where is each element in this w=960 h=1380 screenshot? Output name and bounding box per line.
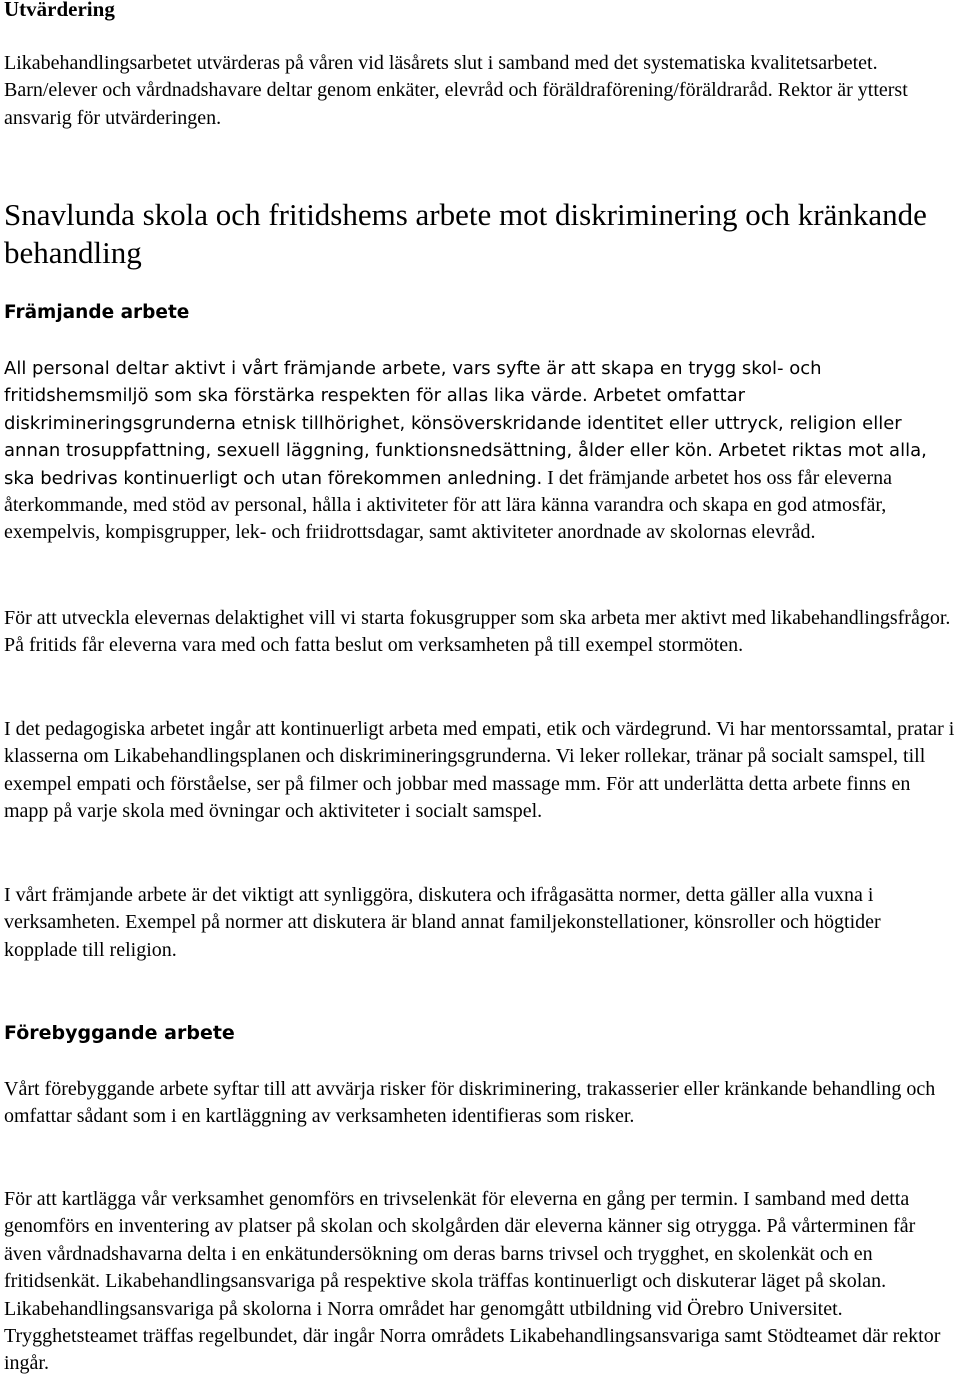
preventive-heading: Förebyggande arbete xyxy=(4,1022,235,1044)
promoting-paragraph-1-sans: All personal deltar aktivt i vårt främjande arbete, vars syfte är att skapa en trygg skol- och fritidshemsmiljö som ska förstärka respekten för allas lika värde. Arbetet omfattar diskrimineringsgrunderna etnisk tillhörighet, könsöverskridande identitet eller uttryck, religion eller annan trosuppfattning, sexuell läggning, funktionsnedsättning, ålder eller kön. Arbetet riktas mot alla, ska bedrivas kontinuerligt och utan förekommen anledning. xyxy=(4,358,927,489)
promoting-paragraph-3: I det pedagogiska arbetet ingår att kontinuerligt arbeta med empati, etik och värdegrund. Vi har mentorssamtal, pratar i klasserna om Likabehandlingsplanen och diskrimineringsgrunderna. Vi leker rollekar, tränar på socialt samspel, till exempel empati och förståelse, ser på filmer och jobbar med massage mm. För att underlätta detta arbete finns en mapp på varje skola med övningar och aktiviteter i socialt samspel. xyxy=(4,718,955,823)
preventive-paragraph-1: Vårt förebyggande arbete syftar till att avvärja risker för diskriminering, trakasserier eller kränkande behandling och omfattar sådant som i en kartläggning av verksamheten identifieras som risker. xyxy=(4,1078,936,1128)
promoting-paragraph-1 xyxy=(4,355,958,547)
promoting-paragraph-1-serif: I det främjande arbetet hos oss får eleverna återkommande, med stöd av personal, hålla i aktiviteter för att lära känna varandra och skapa en god atmosfär, exempelvis, kompisgrupper, lek- och friidrottsdagar, samt aktiviteter anordnade av skolornas elevråd. xyxy=(4,466,893,544)
promoting-paragraph-4: I vårt främjande arbete är det viktigt att synliggöra, diskutera och ifrågasätta normer, detta gäller alla vuxna i verksamheten. Exempel på normer att diskutera är bland annat familjekonstellationer, könsroller och högtider kopplade till religion. xyxy=(4,884,881,961)
evaluation-paragraph: Likabehandlingsarbetet utvärderas på våren vid läsårets slut i samband med det systematiska kvalitetsarbetet. Barn/elever och vårdnadshavare deltar genom enkäter, elevråd och föräldraförening/föräldraråd. Rektor är ytterst ansvarig för utvärderingen. xyxy=(4,52,908,129)
promoting-paragraph-2: För att utveckla elevernas delaktighet vill vi starta fokusgrupper som ska arbeta mer aktivt med likabehandlingsfrågor. På fritids får eleverna vara med och fatta beslut om verksamheten på till exempel stormöten. xyxy=(4,607,951,657)
page-title: Snavlunda skola och fritidshems arbete mot diskriminering och kränkande behandling xyxy=(4,197,927,270)
evaluation-heading: Utvärdering xyxy=(4,0,115,21)
promoting-heading: Främjande arbete xyxy=(4,302,190,323)
preventive-paragraph-2: För att kartlägga vår verksamhet genomförs en trivselenkät för eleverna en gång per termin. I samband med detta genomförs en inventering av platser på skolan och skolgården där eleverna känner sig otrygga. På vårterminen får även vårdnadshavarna delta i en enkätundersökning om deras barns trivsel och trygghet, en skolenkät och en fritidsenkät. Likabehandlingsansvariga på respektive skola träffas kontinuerligt och diskuterar läget på skolan. Likabehandlingsansvariga på skolorna i Norra området har genomgått utbildning vid Örebro Universitet. Trygghetsteamet träffas regelbundet, där ingår Norra områdets Likabehandlingsansvariga samt Stödteamet där rektor ingår. xyxy=(4,1188,941,1375)
